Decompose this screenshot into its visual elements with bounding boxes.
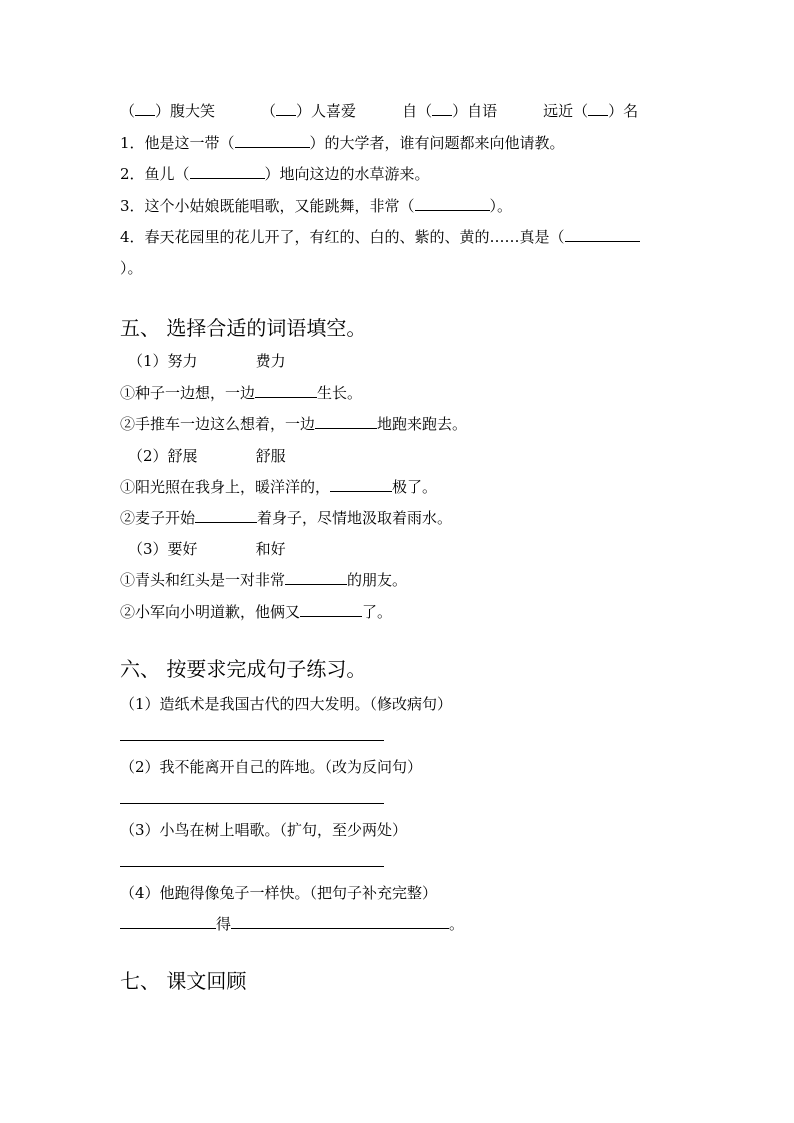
fill-sentence-4-cont: ）。 <box>120 259 143 277</box>
s6-question-2: （2）我不能离开自己的阵地。（改为反问句） <box>120 758 423 776</box>
s6-question-1: （1）造纸术是我国古代的四大发明。（修改病句） <box>120 695 453 713</box>
idiom-row <box>120 101 638 121</box>
s6-answer-line-2[interactable] <box>120 803 384 804</box>
word-group-3: （3）要好 和好 <box>128 540 286 558</box>
s6-answer-4-blank-a[interactable] <box>120 914 216 929</box>
idiom-1-blank[interactable] <box>135 101 155 116</box>
idiom-3: 自（ ）自语 <box>402 102 498 120</box>
g3-sentence-a: ①青头和红头是一对非常 的朋友。 <box>120 571 408 589</box>
g3-blank-b[interactable] <box>300 602 362 617</box>
idiom-4-blank[interactable] <box>588 101 608 116</box>
fill-blank-1[interactable] <box>235 133 310 148</box>
g1-sentence-a: ①种子一边想，一边 生长。 <box>120 384 363 402</box>
s6-answer-4-blank-b[interactable] <box>231 914 449 929</box>
section-7-title: 七、 课文回顾 <box>120 969 247 993</box>
g2-blank-a[interactable] <box>330 477 392 492</box>
idiom-2-blank[interactable] <box>276 101 296 116</box>
g1-sentence-b: ②手推车一边这么想着，一边 地跑来跑去。 <box>120 415 468 433</box>
g2-sentence-a: ①阳光照在我身上，暖洋洋的， 极了。 <box>120 478 438 496</box>
section-5-title: 五、 选择合适的词语填空。 <box>120 316 367 340</box>
fill-blank-2[interactable] <box>190 164 265 179</box>
s6-question-4: （4）他跑得像兔子一样快。（把句子补充完整） <box>120 884 438 902</box>
s6-answer-line-1[interactable] <box>120 740 384 741</box>
fill-blank-3[interactable] <box>415 196 490 211</box>
fill-sentence-3: 3．这个小姑娘既能唱歌，又能跳舞，非常（ ）。 <box>120 197 513 215</box>
g3-sentence-b: ②小军向小明道歉，他俩又 了。 <box>120 603 393 621</box>
g1-blank-a[interactable] <box>255 383 317 398</box>
s6-answer-4: 得 。 <box>120 914 464 934</box>
idiom-4: 远近（ ）名 <box>543 102 639 120</box>
fill-sentence-4: 4．春天花园里的花儿开了，有红的、白的、紫的、黄的……真是（ <box>120 227 640 247</box>
fill-blank-4[interactable] <box>565 227 640 242</box>
fill-sentence-2: 2．鱼儿（ ）地向这边的水草游来。 <box>120 165 430 183</box>
s6-question-3: （3）小鸟在树上唱歌。（扩句，至少两处） <box>120 821 408 839</box>
word-group-2: （2）舒展 舒服 <box>128 447 286 465</box>
fill-sentence-1: 1．他是这一带（ ）的大学者，谁有问题都来向他请教。 <box>120 134 565 152</box>
g3-blank-a[interactable] <box>285 570 347 585</box>
s6-answer-line-3[interactable] <box>120 866 384 867</box>
g1-blank-b[interactable] <box>315 414 377 429</box>
idiom-3-blank[interactable] <box>432 101 452 116</box>
word-group-1: （1）努力 费力 <box>128 352 286 370</box>
idiom-2: （ ）人喜爱 <box>261 102 357 120</box>
section-6-title: 六、 按要求完成句子练习。 <box>120 657 367 681</box>
g2-blank-b[interactable] <box>195 508 257 523</box>
g2-sentence-b: ②麦子开始 着身子，尽情地汲取着雨水。 <box>120 509 453 527</box>
idiom-1: （ ）腹大笑 <box>120 102 216 120</box>
